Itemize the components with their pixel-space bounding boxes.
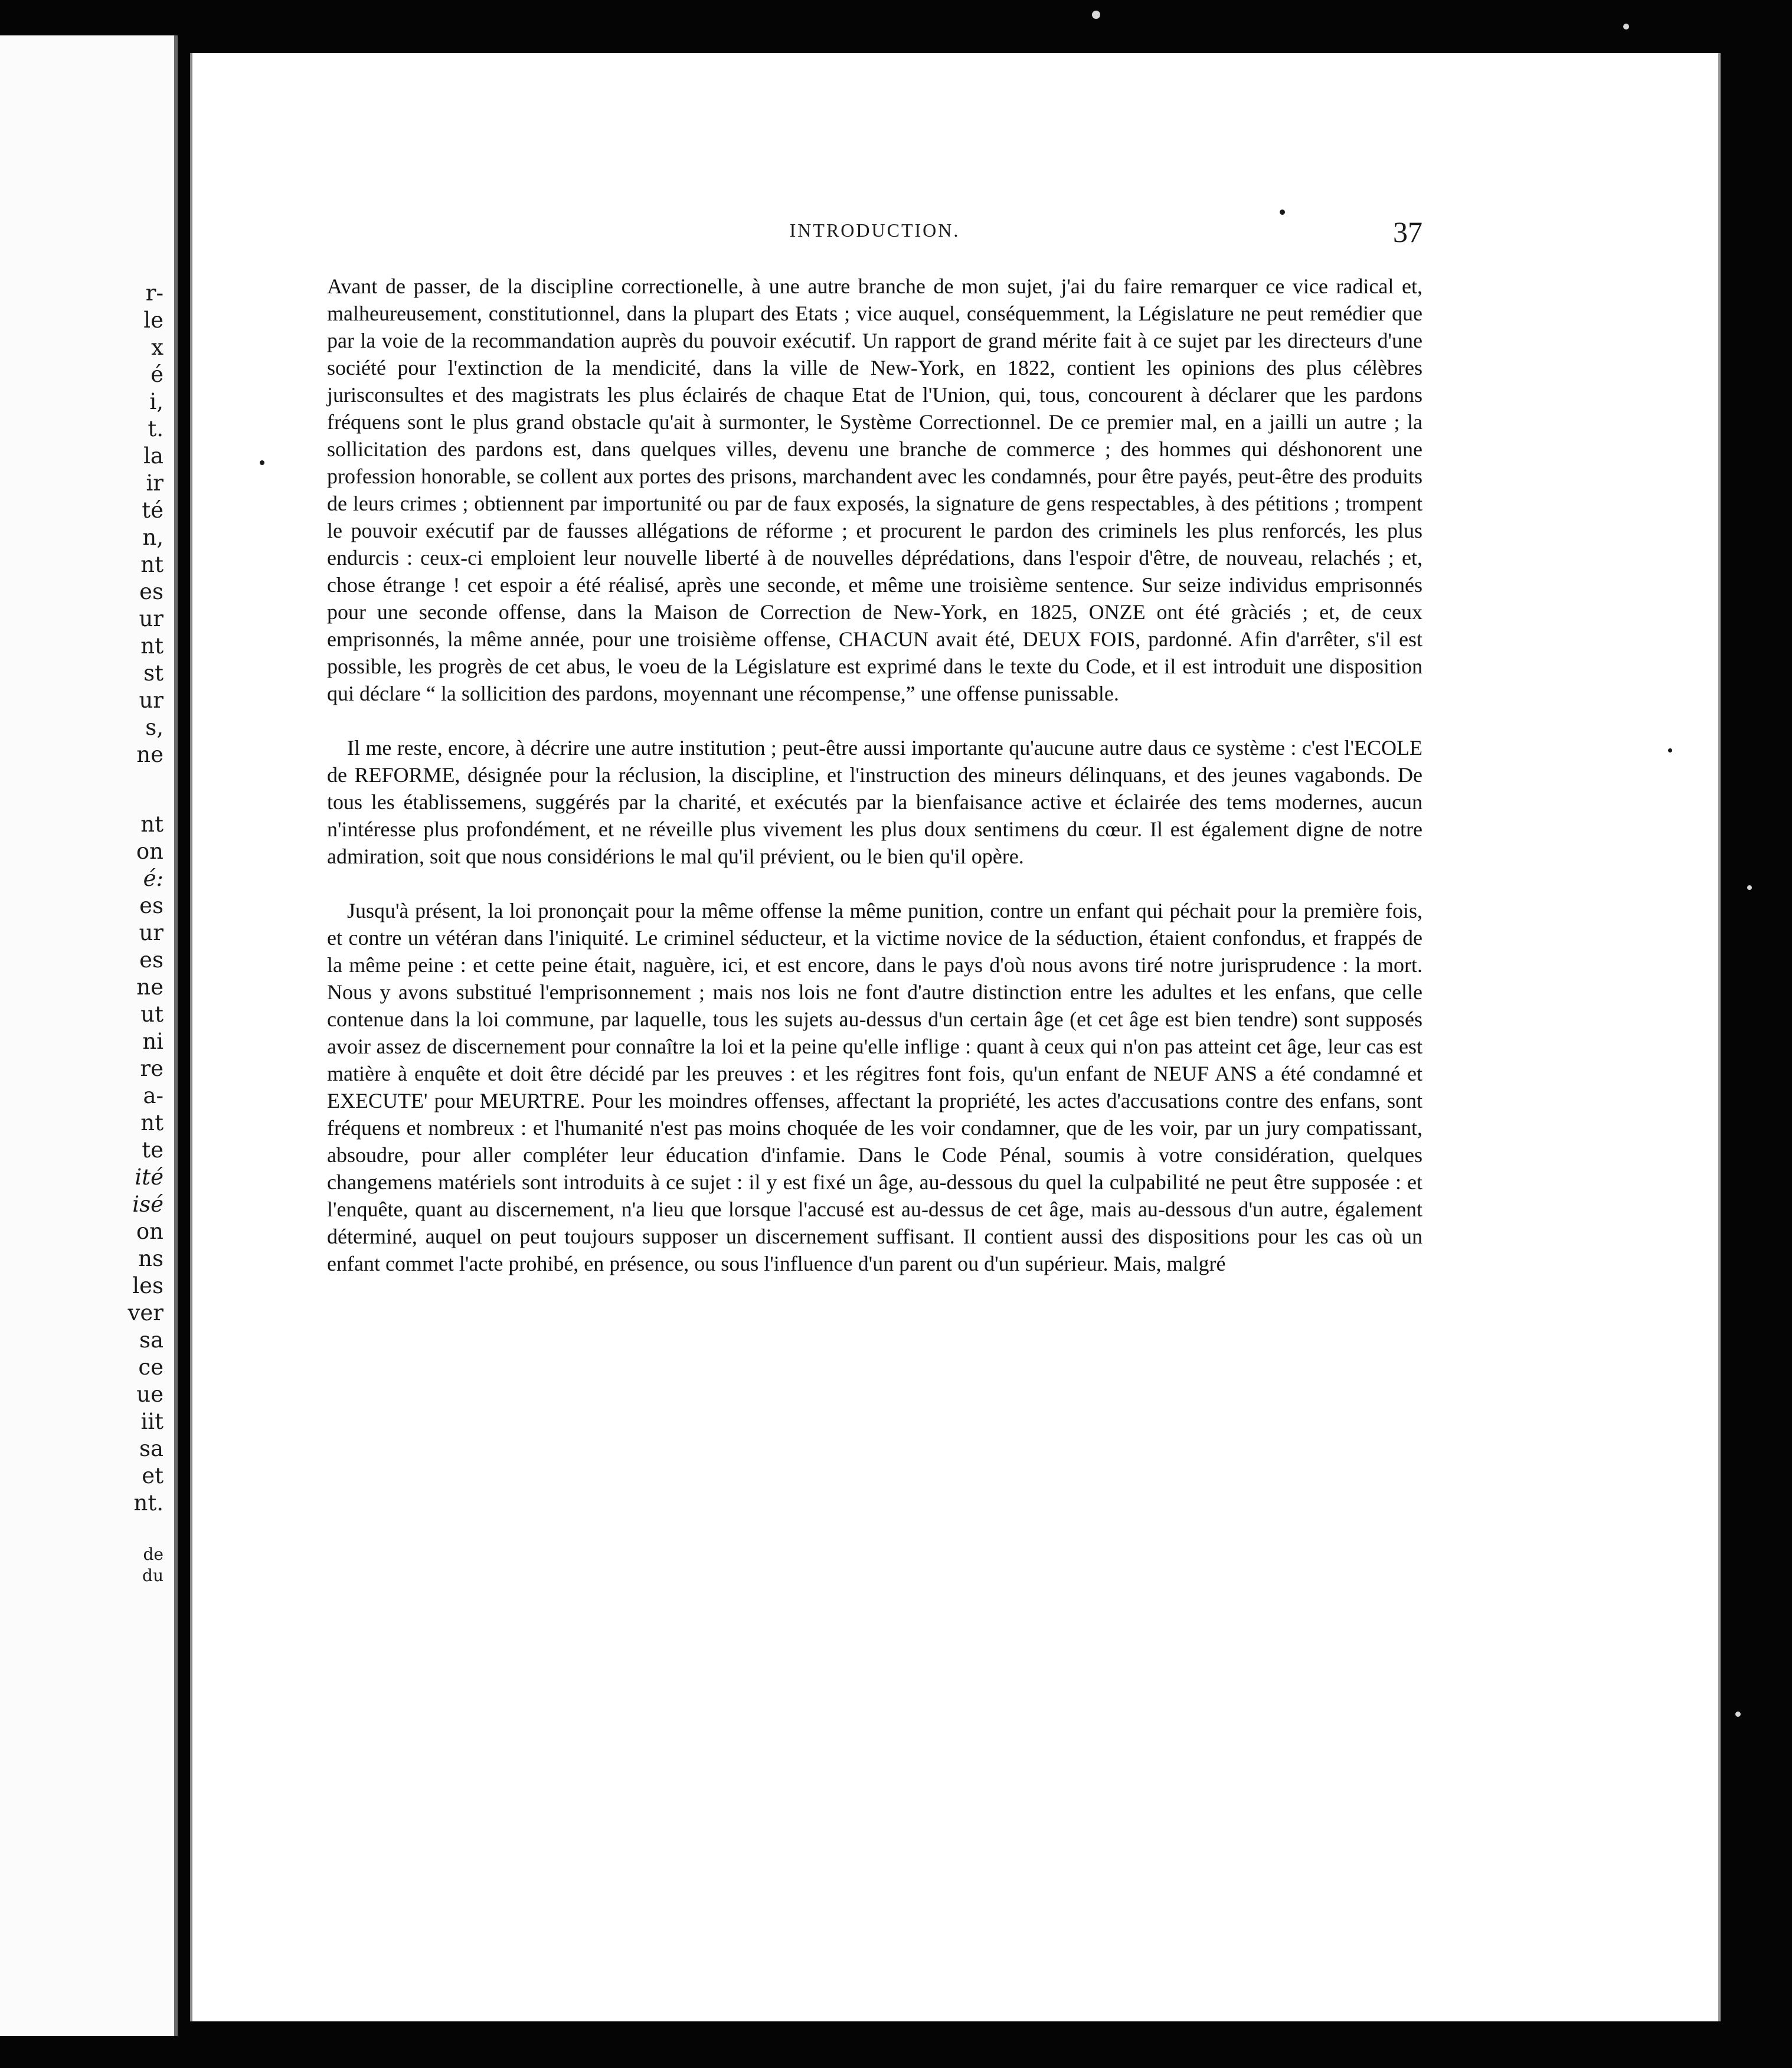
facing-page-fragment: es — [139, 579, 163, 604]
facing-page-fragment: ni — [142, 1029, 163, 1054]
facing-page-fragment: r- — [145, 280, 163, 306]
facing-page-fragment: es — [139, 947, 163, 973]
facing-page-fragment: et — [142, 1463, 163, 1488]
facing-page-fragment: ver — [127, 1300, 163, 1326]
facing-page-fragment: é: — [143, 866, 163, 891]
scan-speck — [1668, 748, 1672, 752]
facing-page-fragment: le — [143, 307, 163, 333]
facing-page-fragment: ur — [139, 920, 163, 945]
facing-page-fragment: on — [136, 839, 163, 864]
facing-page-fragment: iit — [140, 1409, 163, 1434]
facing-page-fragment: é — [151, 362, 163, 387]
facing-page-fragment: a- — [143, 1083, 163, 1108]
facing-page-fragment: re — [140, 1056, 163, 1081]
facing-page-fragment: ur — [139, 606, 163, 631]
body-text — [327, 273, 1423, 1277]
facing-page-fragment: nt — [140, 1110, 163, 1136]
facing-page-fragment: ce — [138, 1354, 163, 1380]
scan-speck — [1735, 1712, 1741, 1717]
facing-page-fragment: ir — [146, 470, 163, 496]
facing-page-fragment: i, — [149, 389, 163, 414]
facing-page-fragment: ns — [138, 1246, 163, 1271]
facing-page-fragment: sa — [139, 1436, 163, 1461]
facing-page-fragment: té — [142, 498, 163, 523]
scan-speck — [260, 460, 264, 465]
facing-page-fragment: st — [143, 660, 163, 686]
facing-page-fragment: ur — [139, 688, 163, 713]
facing-page-fragment: s, — [145, 715, 163, 740]
facing-page-fragment: nt — [140, 633, 163, 659]
facing-page-fragment: ut — [140, 1002, 163, 1027]
running-title: INTRODUCTION. — [789, 220, 960, 241]
scan-speck — [1747, 885, 1752, 890]
facing-page-fragment: n, — [142, 525, 163, 550]
book-page — [190, 53, 1718, 2021]
facing-page-fragment: ue — [136, 1382, 163, 1407]
facing-page-fragment: on — [136, 1219, 163, 1244]
facing-page-fragment: sa — [139, 1327, 163, 1353]
facing-page-margin — [0, 35, 178, 2036]
scan-speck — [1092, 11, 1100, 19]
paragraph: Il me reste, encore, à décrire une autre institution ; peut-être aussi importante qu'aucune autre daus ce système : c'est l'ECOLE de REFORME, désignée pour la réclusion, la discipline, et l'instruction des mineurs délinquans, et des jeunes vagabonds. De tous les établissemens, suggérés par la charité, et exécutés par la bienfaisance active et éclairée des tems modernes, aucun n'intéresse plus profondément, et ne réveille plus vivement les plus doux sentimens du cœur. Il est également digne de notre admiration, soit que nous considérions le mal qu'il prévient, ou le bien qu'il opère. — [327, 736, 1423, 868]
facing-page-fragment: t. — [148, 416, 163, 441]
facing-page-fragment: ité — [135, 1164, 163, 1190]
facing-page-fragment: du — [142, 1566, 163, 1585]
scan-speck — [1623, 24, 1629, 30]
facing-page-fragment: la — [143, 443, 163, 469]
facing-page-fragment: nt — [140, 812, 163, 837]
scan-speck — [1280, 210, 1285, 215]
facing-page-fragment: te — [142, 1137, 163, 1163]
paragraph: Jusqu'à présent, la loi prononçait pour la même offense la même punition, contre un enfant qui péchait pour la première fois, et contre un vétéran dans l'iniquité. Le criminel séducteur, et la victime novice de la séduction, étaient confondus, et frappés de la même peine : et cette peine était, naguère, ici, et est encore, dans le pays d'où nous avons tiré notre jurisprudence : la mort. Nous y avons substitué l'emprisonnement ; mais nos lois ne font d'autre distinction entre les adultes et les enfans, que celle contenue dans la loi commune, par laquelle, tous les sujets au-dessus d'un certain âge (et cet âge est bien tendre) sont supposés avoir assez de discernement pour connaître la loi et la peine qu'elle inflige : quant à ceux qui n'on pas atteint cet âge, leur cas est matière à enquête et doit être décidé par les preuves : et les régitres font fois, qu'un enfant de NEUF ANS a été condamné et EXECUTE' pour MEURTRE. Pour les moindres offenses, affectant la propriété, les actes d'accusations contre des enfans, sont fréquens et nombreux : et l'humanité n'est pas moins choquée de les voir condamner, que de les voir, par un jury compatissant, absoudre, pour aller compléter leur éducation d'infamie. Dans le Code Pénal, soumis à votre considération, quelques changemens matériels sont introduits à ce sujet : il y est fixé un âge, au-dessous du quel la culpabilité ne peut être supposée : et l'enquête, quant au discernement, n'a lieu que lorsque l'accusé est au-dessus de cet âge, mais au-dessous d'un autre, également déterminé, auquel on peut toujours supposer un discernement suffisant. Il contient aussi des dispositions pour les cas où un enfant commet l'acte prohibé, en présence, ou sous l'influence d'un parent ou d'un supérieur. Mais, malgré — [327, 899, 1423, 1275]
facing-page-fragment: les — [132, 1273, 163, 1298]
facing-page-fragment: de — [143, 1545, 163, 1564]
facing-page-fragment: nt. — [133, 1490, 163, 1516]
facing-page-fragment: x — [151, 335, 163, 360]
page-number: 37 — [1393, 215, 1423, 248]
facing-page-fragment: isé — [132, 1192, 163, 1217]
paragraph: Avant de passer, de la discipline correctionelle, à une autre branche de mon sujet, j'ai du faire remarquer ce vice radical et, malheureusement, constitutionnel, dans la plupart des Etats ; vice auquel, conséquemment, la Législature ne peut remédier que par la voie de la recommandation auprès du pouvoir exécutif. Un rapport de grand mérite fait à ce sujet par les directeurs d'une société pour l'extinction de la mendicité, dans la ville de New-York, en 1822, contient les opinions des plus célèbres jurisconsultes et des magistrats les plus éclairés de chaque Etat de l'Union, qui, tous, concourent à déclarer que les pardons fréquens sont le plus grand obstacle qu'ait à surmonter, le Système Correctionnel. De ce premier mal, en a jailli un autre ; la sollicitation des pardons est, dans quelques villes, devenu une branche de commerce ; des hommes qui déshonorent une profession honorable, se collent aux portes des prisons, marchandent avec les condamnés, pour être payés, peut-être des produits de leurs crimes ; obtiennent par importunité ou par de faux exposés, la signature de gens respectables, à des pétitions ; trompent le pouvoir exécutif par de fausses allégations de réforme ; et procurent le pardon des criminels les plus renforcés, les plus endurcis : ceux-ci emploient leur nouvelle liberté à de nouvelles déprédations, dans l'espoir d'être, de nouveau, relachés ; et, chose étrange ! cet espoir a été réalisé, après une seconde, et même une troisième sentence. Sur seize individus emprisonnés pour une seconde offense, dans la Maison de Correction de New-York, en 1825, ONZE ont été gràciés ; et, de ceux emprisonnés, la même année, pour une troisième offense, CHACUN avait été, DEUX FOIS, pardonné. Afin d'arrêter, s'il est possible, les progrès de cet abus, le voeu de la Législature est exprimé dans le texte du Code, et il est introduit une disposition qui déclare “ la sollicition des pardons, moyennant une récompense,” une offense punissable. — [327, 274, 1423, 705]
facing-page-fragment: ne — [136, 742, 163, 767]
facing-page-fragment: nt — [140, 552, 163, 577]
facing-page-fragment: ne — [136, 974, 163, 1000]
facing-page-fragment: es — [139, 893, 163, 918]
page-header — [327, 215, 1423, 250]
